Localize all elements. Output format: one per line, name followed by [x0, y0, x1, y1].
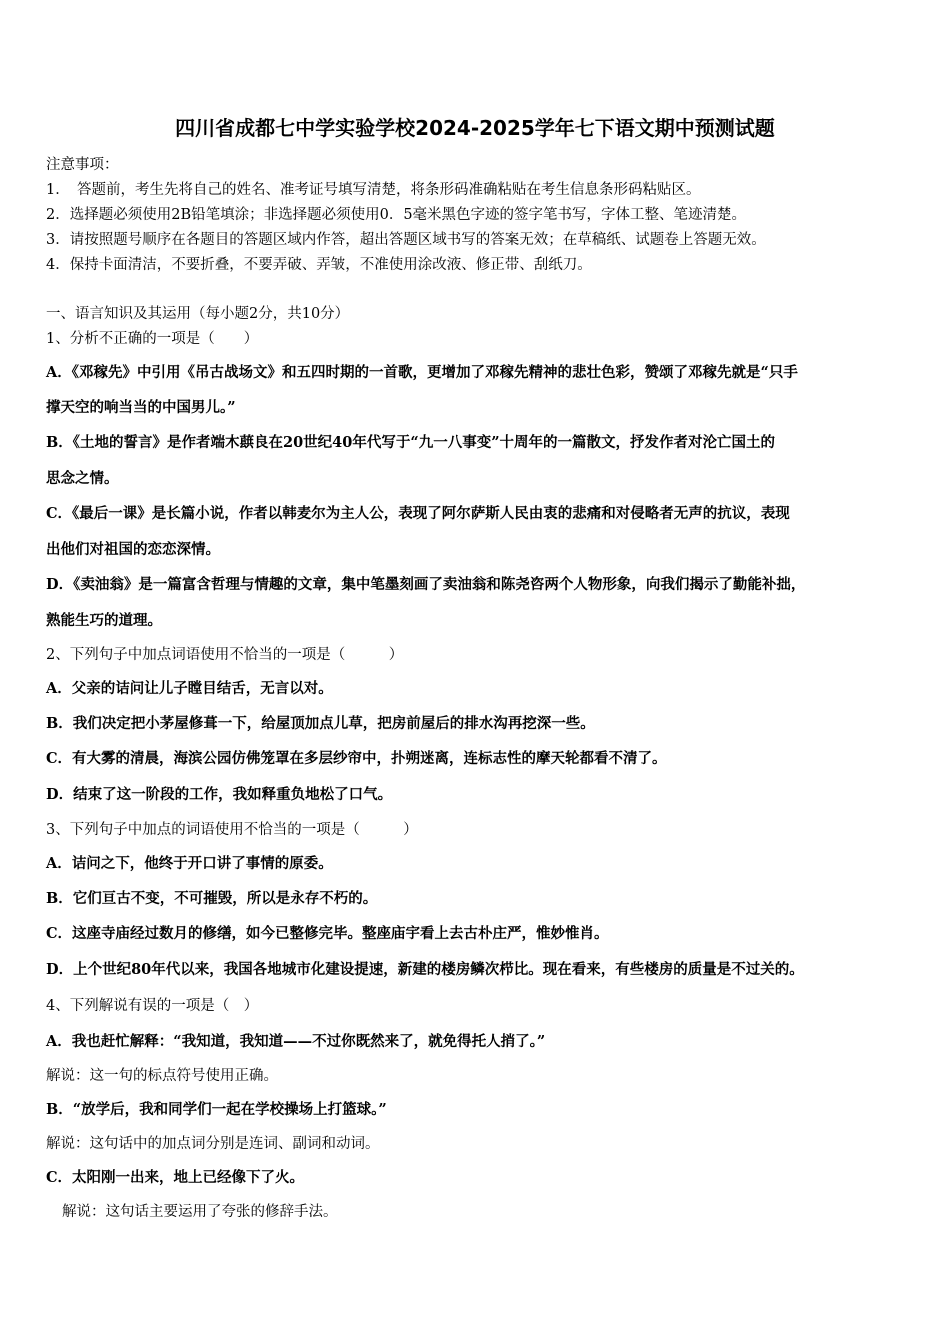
notice-item-3: 3．请按照题号顺序在各题目的答题区域内作答，超出答题区域书写的答案无效；在草稿纸、试题卷上答题无效。 — [46, 232, 766, 248]
q4-option-c: C．太阳刚一出来，地上已经像下了火。 — [46, 1169, 305, 1186]
q1-option-d: D．《卖油翁》是一篇富含哲理与情趣的文章，集中笔墨刻画了卖油翁和陈尧咨两个人物形象，向我们揭示了勤能补拙， — [46, 576, 806, 593]
notice-item-2: 2．选择题必须使用2B铅笔填涂；非选择题必须使用0．5毫米黑色字迹的签字笔书写，字体工整、笔迹清楚。 — [46, 207, 747, 223]
section-heading: 一、语言知识及其运用（每小题2分，共10分） — [46, 306, 350, 322]
q1-stem: 1、分析不正确的一项是（ ） — [46, 331, 259, 347]
q4-option-c-explanation: 解说：这句话主要运用了夸张的修辞手法。 — [62, 1204, 338, 1220]
q2-option-b: B．我们决定把小茅屋修葺一下，给屋顶加点儿草，把房前屋后的排水沟再挖深一些。 — [46, 715, 595, 732]
notice-item-1: 1． 答题前，考生先将自己的姓名、准考证号填写清楚，将条形码准确粘贴在考生信息条形码粘贴区。 — [46, 182, 701, 198]
q1-option-b: B．《土地的誓言》是作者端木蕻良在20世纪40年代写于“九一八事变”十周年的一篇散文，抒发作者对沦亡国土的 — [46, 434, 776, 451]
q4-option-a: A．我也赶忙解释：“我知道，我知道——不过你既然来了，就免得托人捎了。” — [46, 1033, 546, 1050]
q4-option-b-explanation: 解说：这句话中的加点词分别是连词、副词和动词。 — [46, 1136, 380, 1152]
exam-title: 四川省成都七中学实验学校2024-2025学年七下语文期中预测试题 — [175, 116, 775, 140]
q4-option-b: B．“放学后，我和同学们一起在学校操场上打篮球。” — [46, 1101, 387, 1118]
q3-option-b: B．它们亘古不变，不可摧毁，所以是永存不朽的。 — [46, 890, 378, 907]
q3-stem: 3、下列句子中加点的词语使用不恰当的一项是（ ） — [46, 822, 418, 838]
q2-option-d: D．结束了这一阶段的工作，我如释重负地松了口气。 — [46, 786, 393, 803]
q1-option-c: C．《最后一课》是长篇小说，作者以韩麦尔为主人公，表现了阿尔萨斯人民由衷的悲痛和对侵略者无声的抗议，表现 — [46, 505, 790, 522]
q1-option-d-cont: 熟能生巧的道理。 — [46, 612, 162, 629]
notice-heading: 注意事项： — [46, 157, 119, 173]
notice-item-4: 4．保持卡面清洁，不要折叠，不要弄破、弄皱，不准使用涂改液、修正带、刮纸刀。 — [46, 257, 592, 273]
q3-option-c: C．这座寺庙经过数月的修缮，如今已整修完毕。整座庙宇看上去古朴庄严，惟妙惟肖。 — [46, 925, 609, 942]
q2-option-c: C．有大雾的清晨，海滨公园仿佛笼罩在多层纱帘中，扑朔迷离，连标志性的摩天轮都看不清了。 — [46, 750, 667, 767]
q2-option-a: A．父亲的诘问让儿子瞠目结舌，无言以对。 — [46, 680, 333, 697]
q1-option-a-cont: 撑天空的响当当的中国男儿。” — [46, 399, 236, 416]
q1-option-c-cont: 出他们对祖国的恋恋深情。 — [46, 541, 220, 558]
q2-stem: 2、下列句子中加点词语使用不恰当的一项是（ ） — [46, 647, 404, 663]
q4-option-a-explanation: 解说：这一句的标点符号使用正确。 — [46, 1068, 278, 1084]
q1-option-b-cont: 思念之情。 — [46, 470, 119, 487]
q1-option-a: A．《邓稼先》中引用《吊古战场文》和五四时期的一首歌，更增加了邓稼先精神的悲壮色彩，赞颂了邓稼先就是“只手 — [46, 364, 798, 381]
q3-option-a: A．诘问之下，他终于开口讲了事情的原委。 — [46, 855, 333, 872]
q3-option-d: D．上个世纪80年代以来，我国各地城市化建设提速，新建的楼房鳞次栉比。现在看来，有些楼房的质量是不过关的。 — [46, 961, 804, 978]
q4-stem: 4、下列解说有误的一项是（ ） — [46, 998, 259, 1014]
